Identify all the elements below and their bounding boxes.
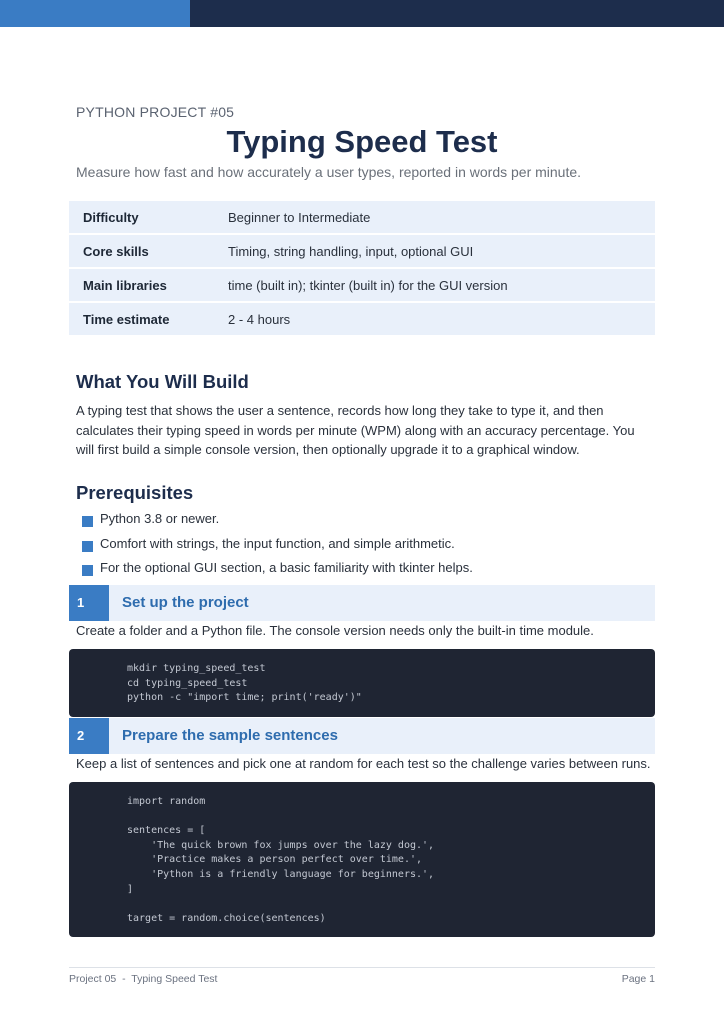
bullet-square-icon [82, 516, 93, 527]
project-eyebrow: PYTHON PROJECT #05 [76, 104, 235, 120]
prerequisite-text: Python 3.8 or newer. [100, 511, 220, 526]
prerequisite-text: For the optional GUI section, a basic familiarity with tkinter helps. [100, 560, 473, 575]
top-banner [0, 0, 724, 27]
prerequisite-text: Comfort with strings, the input function, and simple arithmetic. [100, 535, 455, 551]
code-line: 'Practice makes a person perfect over time.', [127, 854, 423, 866]
info-key: Main libraries [69, 268, 228, 302]
info-row-main-libraries [69, 268, 655, 302]
code-line: ] [127, 883, 134, 895]
info-key: Difficulty [69, 201, 228, 234]
prerequisite-item [82, 536, 473, 561]
step-1-code-block [69, 649, 655, 717]
info-key: Time estimate [69, 302, 228, 336]
prerequisite-item [82, 560, 473, 585]
step-1-header [69, 585, 655, 621]
prerequisites-list [82, 511, 473, 585]
info-row-time-estimate [69, 302, 655, 336]
code-line [127, 810, 655, 825]
info-value: time (built in); tkinter (built in) for the GUI version [228, 268, 655, 302]
footer-project-label: Project 05 - Typing Speed Test [69, 973, 218, 985]
project-info-table [69, 201, 655, 337]
info-value: Beginner to Intermediate [228, 201, 655, 234]
code-line: mkdir typing_speed_test [127, 663, 266, 674]
build-heading: What You Will Build [76, 371, 249, 392]
info-key: Core skills [69, 234, 228, 268]
prerequisite-item [82, 511, 473, 536]
step-2-code-block [69, 782, 655, 937]
step-2-description: Keep a list of sentences and pick one at random for each test so the challenge varies between runs. [76, 756, 651, 771]
top-banner-accent [0, 0, 190, 27]
code-line: 'The quick brown fox jumps over the lazy dog.', [127, 839, 435, 851]
step-number-badge: 2 [69, 718, 109, 754]
code-line: sentences = [ [127, 825, 206, 837]
page-subtitle: Measure how fast and how accurately a user types, reported in words per minute. [76, 164, 582, 180]
step-2-header [69, 718, 655, 754]
step-1-description: Create a folder and a Python file. The console version needs only the built-in time module. [76, 623, 594, 638]
code-line: import random [127, 796, 206, 807]
bullet-square-icon [82, 565, 93, 576]
step-number-badge: 1 [69, 585, 109, 621]
info-row-core-skills [69, 234, 655, 268]
code-line: cd typing_speed_test [127, 677, 248, 689]
step-title: Prepare the sample sentences [122, 727, 338, 744]
step-title: Set up the project [122, 594, 249, 611]
info-row-difficulty [69, 201, 655, 234]
bullet-square-icon [82, 541, 93, 552]
code-line: python -c "import time; print('ready')" [127, 692, 362, 704]
code-line: 'Python is a friendly language for beginners.', [127, 868, 435, 880]
info-value: Timing, string handling, input, optional GUI [228, 234, 655, 268]
page-title: Typing Speed Test [226, 124, 498, 159]
footer-divider [69, 967, 655, 968]
info-value: 2 - 4 hours [228, 302, 655, 336]
build-paragraph: A typing test that shows the user a sentence, records how long they take to type it, and then calculates their typing speed in words per minute (WPM) along with an accuracy percentage. You will first build a simple console version, then optionally upgrade it to a graphical window. [76, 403, 635, 457]
code-line: target = random.choice(sentences) [127, 912, 326, 924]
footer-page-number: Page 1 [621, 973, 655, 985]
code-line [127, 897, 655, 912]
prerequisites-heading: Prerequisites [76, 482, 194, 503]
